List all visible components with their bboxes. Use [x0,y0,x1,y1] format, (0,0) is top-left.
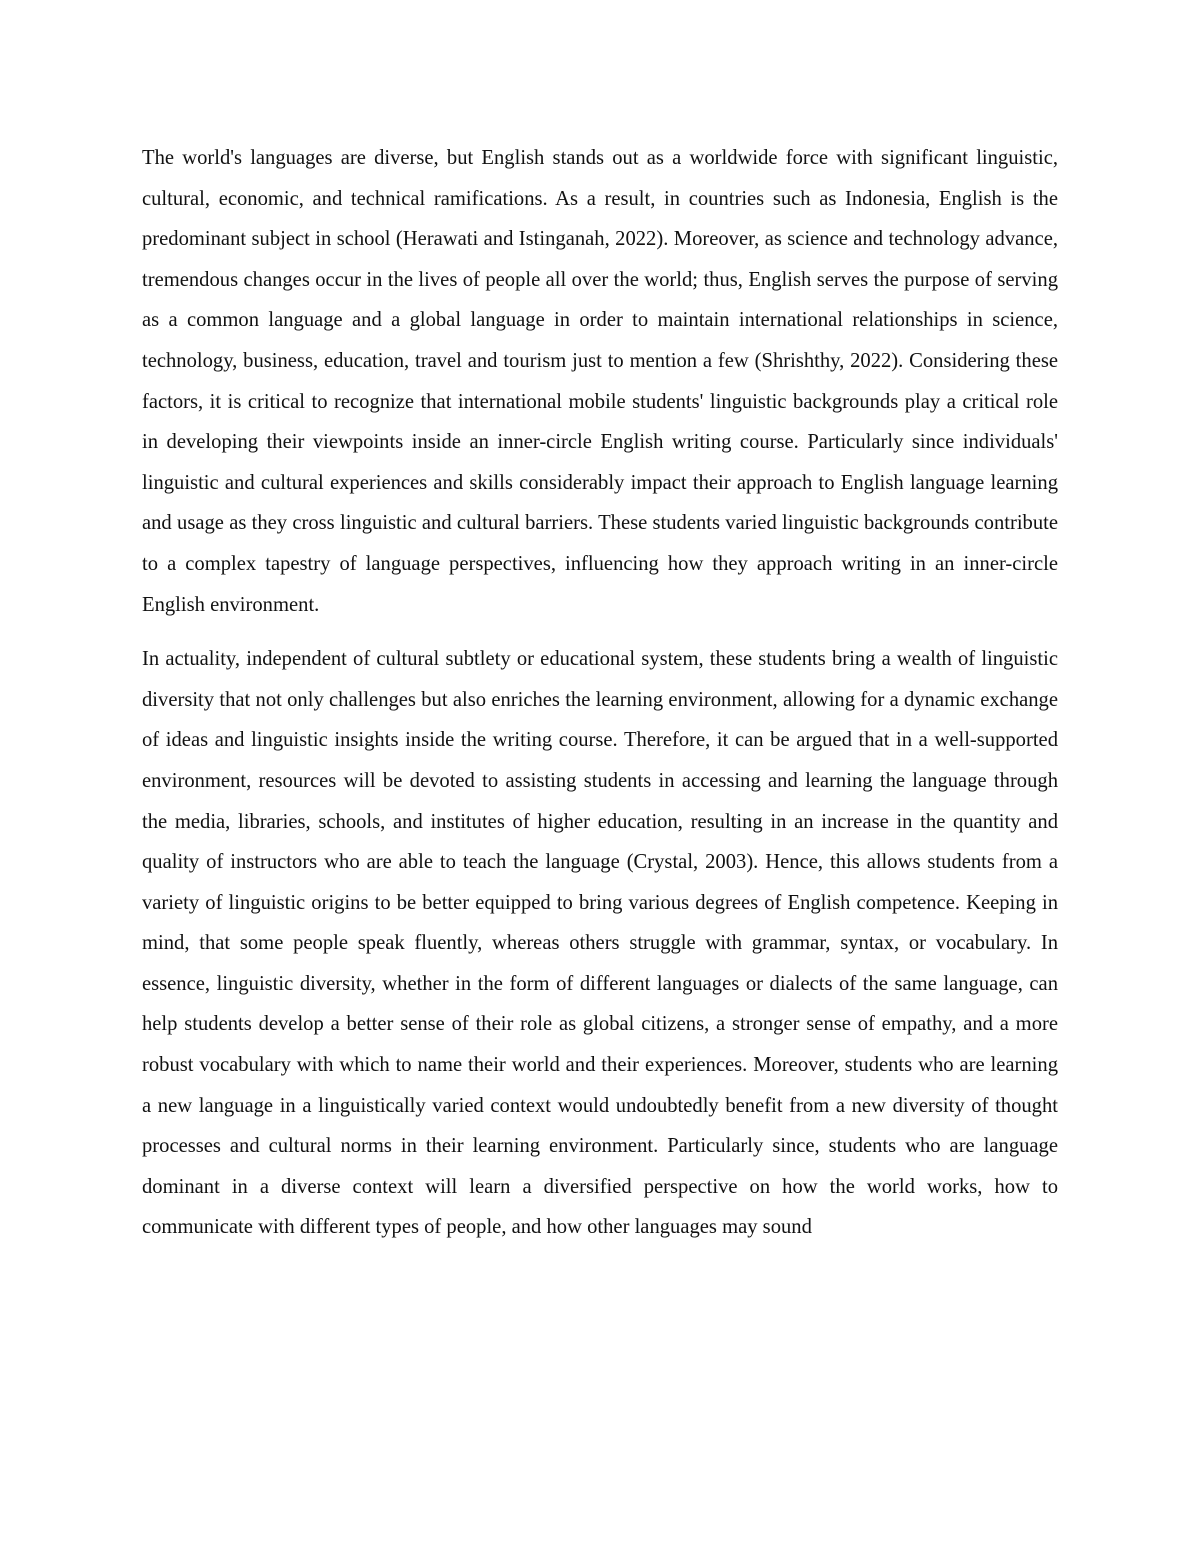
paragraph-2: In actuality, independent of cultural subtlety or educational system, these students bring a wealth of linguistic diversity that not only challenges but also enriches the learning environment, allowing for a dynamic exchange of ideas and linguistic insights inside the writing course. Therefore, it can be argued that in a well-supported environment, resources will be devoted to assisting students in accessing and learning the language through the media, libraries, schools, and institutes of higher education, resulting in an increase in the quantity and quality of instructors who are able to teach the language (Crystal, 2003). Hence, this allows students from a variety of linguistic origins to be better equipped to bring various degrees of English competence. Keeping in mind, that some people speak fluently, whereas others struggle with grammar, syntax, or vocabulary. In essence, linguistic diversity, whether in the form of different languages or dialects of the same language, can help students develop a better sense of their role as global citizens, a stronger sense of empathy, and a more robust vocabulary with which to name their world and their experiences. Moreover, students who are learning a new language in a linguistically varied context would undoubtedly benefit from a new diversity of thought processes and cultural norms in their learning environment. Particularly since, students who are language dominant in a diverse context will learn a diversified perspective on how the world works, how to communicate with different types of people, and how other languages may sound [142,648,1058,1239]
document-body [142,138,1058,1248]
paragraph-1: The world's languages are diverse, but English stands out as a worldwide force with significant linguistic, cultural, economic, and technical ramifications. As a result, in countries such as Indonesia, English is the predominant subject in school (Herawati and Istinganah, 2022). Moreover, as science and technology advance, tremendous changes occur in the lives of people all over the world; thus, English serves the purpose of serving as a common language and a global language in order to maintain international relationships in science, technology, business, education, travel and tourism just to mention a few (Shrishthy, 2022). Considering these factors, it is critical to recognize that international mobile students' linguistic backgrounds play a critical role in developing their viewpoints inside an inner-circle English writing course. Particularly since individuals' linguistic and cultural experiences and skills considerably impact their approach to English language learning and usage as they cross linguistic and cultural barriers. These students varied linguistic backgrounds contribute to a complex tapestry of language perspectives, influencing how they approach writing in an inner-circle English environment. [142,147,1058,616]
